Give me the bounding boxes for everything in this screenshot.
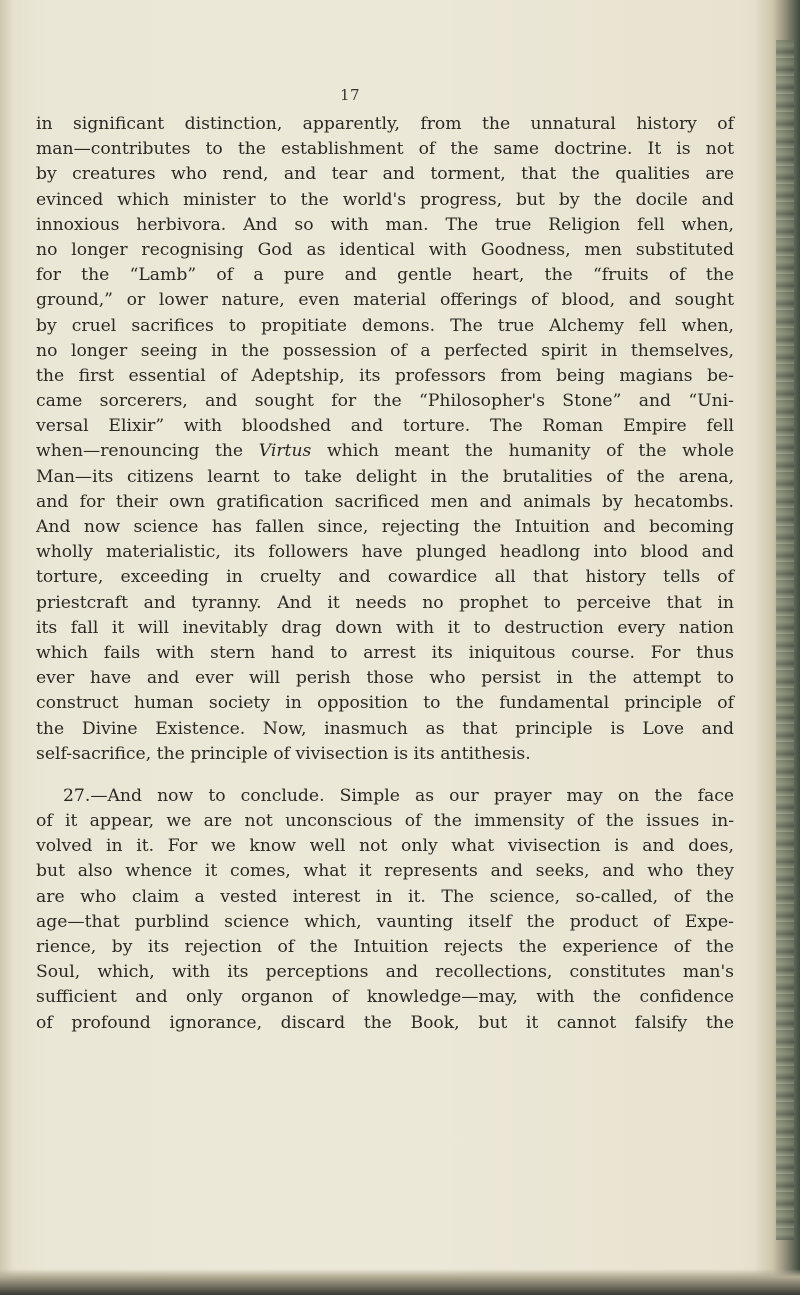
page-number: 17 xyxy=(339,86,361,104)
text-line: innoxious herbivora. And so with man. The true Religion fell when, xyxy=(36,214,734,235)
text-line: and for their own gratification sacrificed men and animals by hecatombs. xyxy=(36,491,734,512)
page-bottom-edge xyxy=(0,1269,800,1295)
text-line: Soul, which, with its perceptions and recollections, constitutes man's xyxy=(36,962,734,983)
text-line: by cruel sacrifices to propitiate demons. The true Alchemy fell when, xyxy=(36,315,734,336)
text-line: are who claim a vested interest in it. The science, so-called, of the xyxy=(36,886,734,907)
text-line: 27.—And now to conclude. Simple as our prayer may on the face xyxy=(63,785,734,806)
text-line: its fall it will inevitably drag down with it to destruction every nation xyxy=(36,617,734,638)
text-line: volved in it. For we know well not only what vivisection is and does, xyxy=(36,836,734,857)
text-line: in significant distinction, apparently, from the unnatural history of xyxy=(36,114,734,134)
body-text xyxy=(36,112,734,1036)
book-cover-edge xyxy=(776,40,794,1240)
text-line: And now science has fallen since, rejecting the Intuition and becoming xyxy=(36,517,734,537)
paragraph-2 xyxy=(36,784,734,1036)
text-line: man—contributes to the establishment of the same doctrine. It is not xyxy=(36,139,734,160)
text-line: no longer seeing in the possession of a perfected spirit in themselves, xyxy=(36,340,734,361)
text-line-with-italic xyxy=(36,439,734,464)
text-line: Man—its citizens learnt to take delight in the brutalities of the arena, xyxy=(36,466,734,487)
paragraph-1 xyxy=(36,112,734,767)
text-line: came sorcerers, and sought for the “Philosopher's Stone” and “Uni- xyxy=(36,391,734,412)
text-line: evinced which minister to the world's progress, but by the docile and xyxy=(36,189,734,210)
text-line: self-sacrifice, the principle of vivisection is its antithesis. xyxy=(36,743,531,764)
text-line: no longer recognising God as identical with Goodness, men substituted xyxy=(36,239,734,260)
text-line: the Divine Existence. Now, inasmuch as that principle is Love and xyxy=(36,718,734,739)
text-line: age—that purblind science which, vaunting itself the product of Expe- xyxy=(36,911,734,932)
text-line: but also whence it comes, what it represents and seeks, and who they xyxy=(36,861,734,882)
text-segment: which meant the humanity of the whole xyxy=(311,441,734,462)
text-segment: when—renouncing the xyxy=(36,441,259,462)
text-line: versal Elixir” with bloodshed and torture. The Roman Empire fell xyxy=(36,416,734,437)
text-line: sufficient and only organon of knowledge—may, with the confidence xyxy=(36,987,734,1008)
text-line: priestcraft and tyranny. And it needs no prophet to perceive that in xyxy=(36,592,734,613)
text-line: for the “Lamb” of a pure and gentle heart, the “fruits of the xyxy=(36,265,734,286)
text-line: the first essential of Adeptship, its professors from being magians be- xyxy=(36,365,734,386)
page-left-shadow xyxy=(0,0,14,1295)
text-line: of profound ignorance, discard the Book, but it cannot falsify the xyxy=(36,1012,734,1033)
text-line: which fails with stern hand to arrest its iniquitous course. For thus xyxy=(36,642,734,663)
text-line: of it appear, we are not unconscious of the immensity of the issues in- xyxy=(36,811,734,832)
text-line: ground,” or lower nature, even material offerings of blood, and sought xyxy=(36,290,734,311)
text-line: rience, by its rejection of the Intuition rejects the experience of the xyxy=(36,937,734,957)
text-line: construct human society in opposition to the fundamental principle of xyxy=(36,693,734,714)
paragraph-gap xyxy=(36,767,734,784)
text-line: torture, exceeding in cruelty and cowardice all that history tells of xyxy=(36,567,734,588)
italic-word: Virtus xyxy=(258,441,312,462)
text-line: by creatures who rend, and tear and torment, that the qualities are xyxy=(36,164,734,185)
text-line: ever have and ever will perish those who persist in the attempt to xyxy=(36,668,734,689)
text-line: wholly materialistic, its followers have plunged headlong into blood and xyxy=(36,542,734,563)
